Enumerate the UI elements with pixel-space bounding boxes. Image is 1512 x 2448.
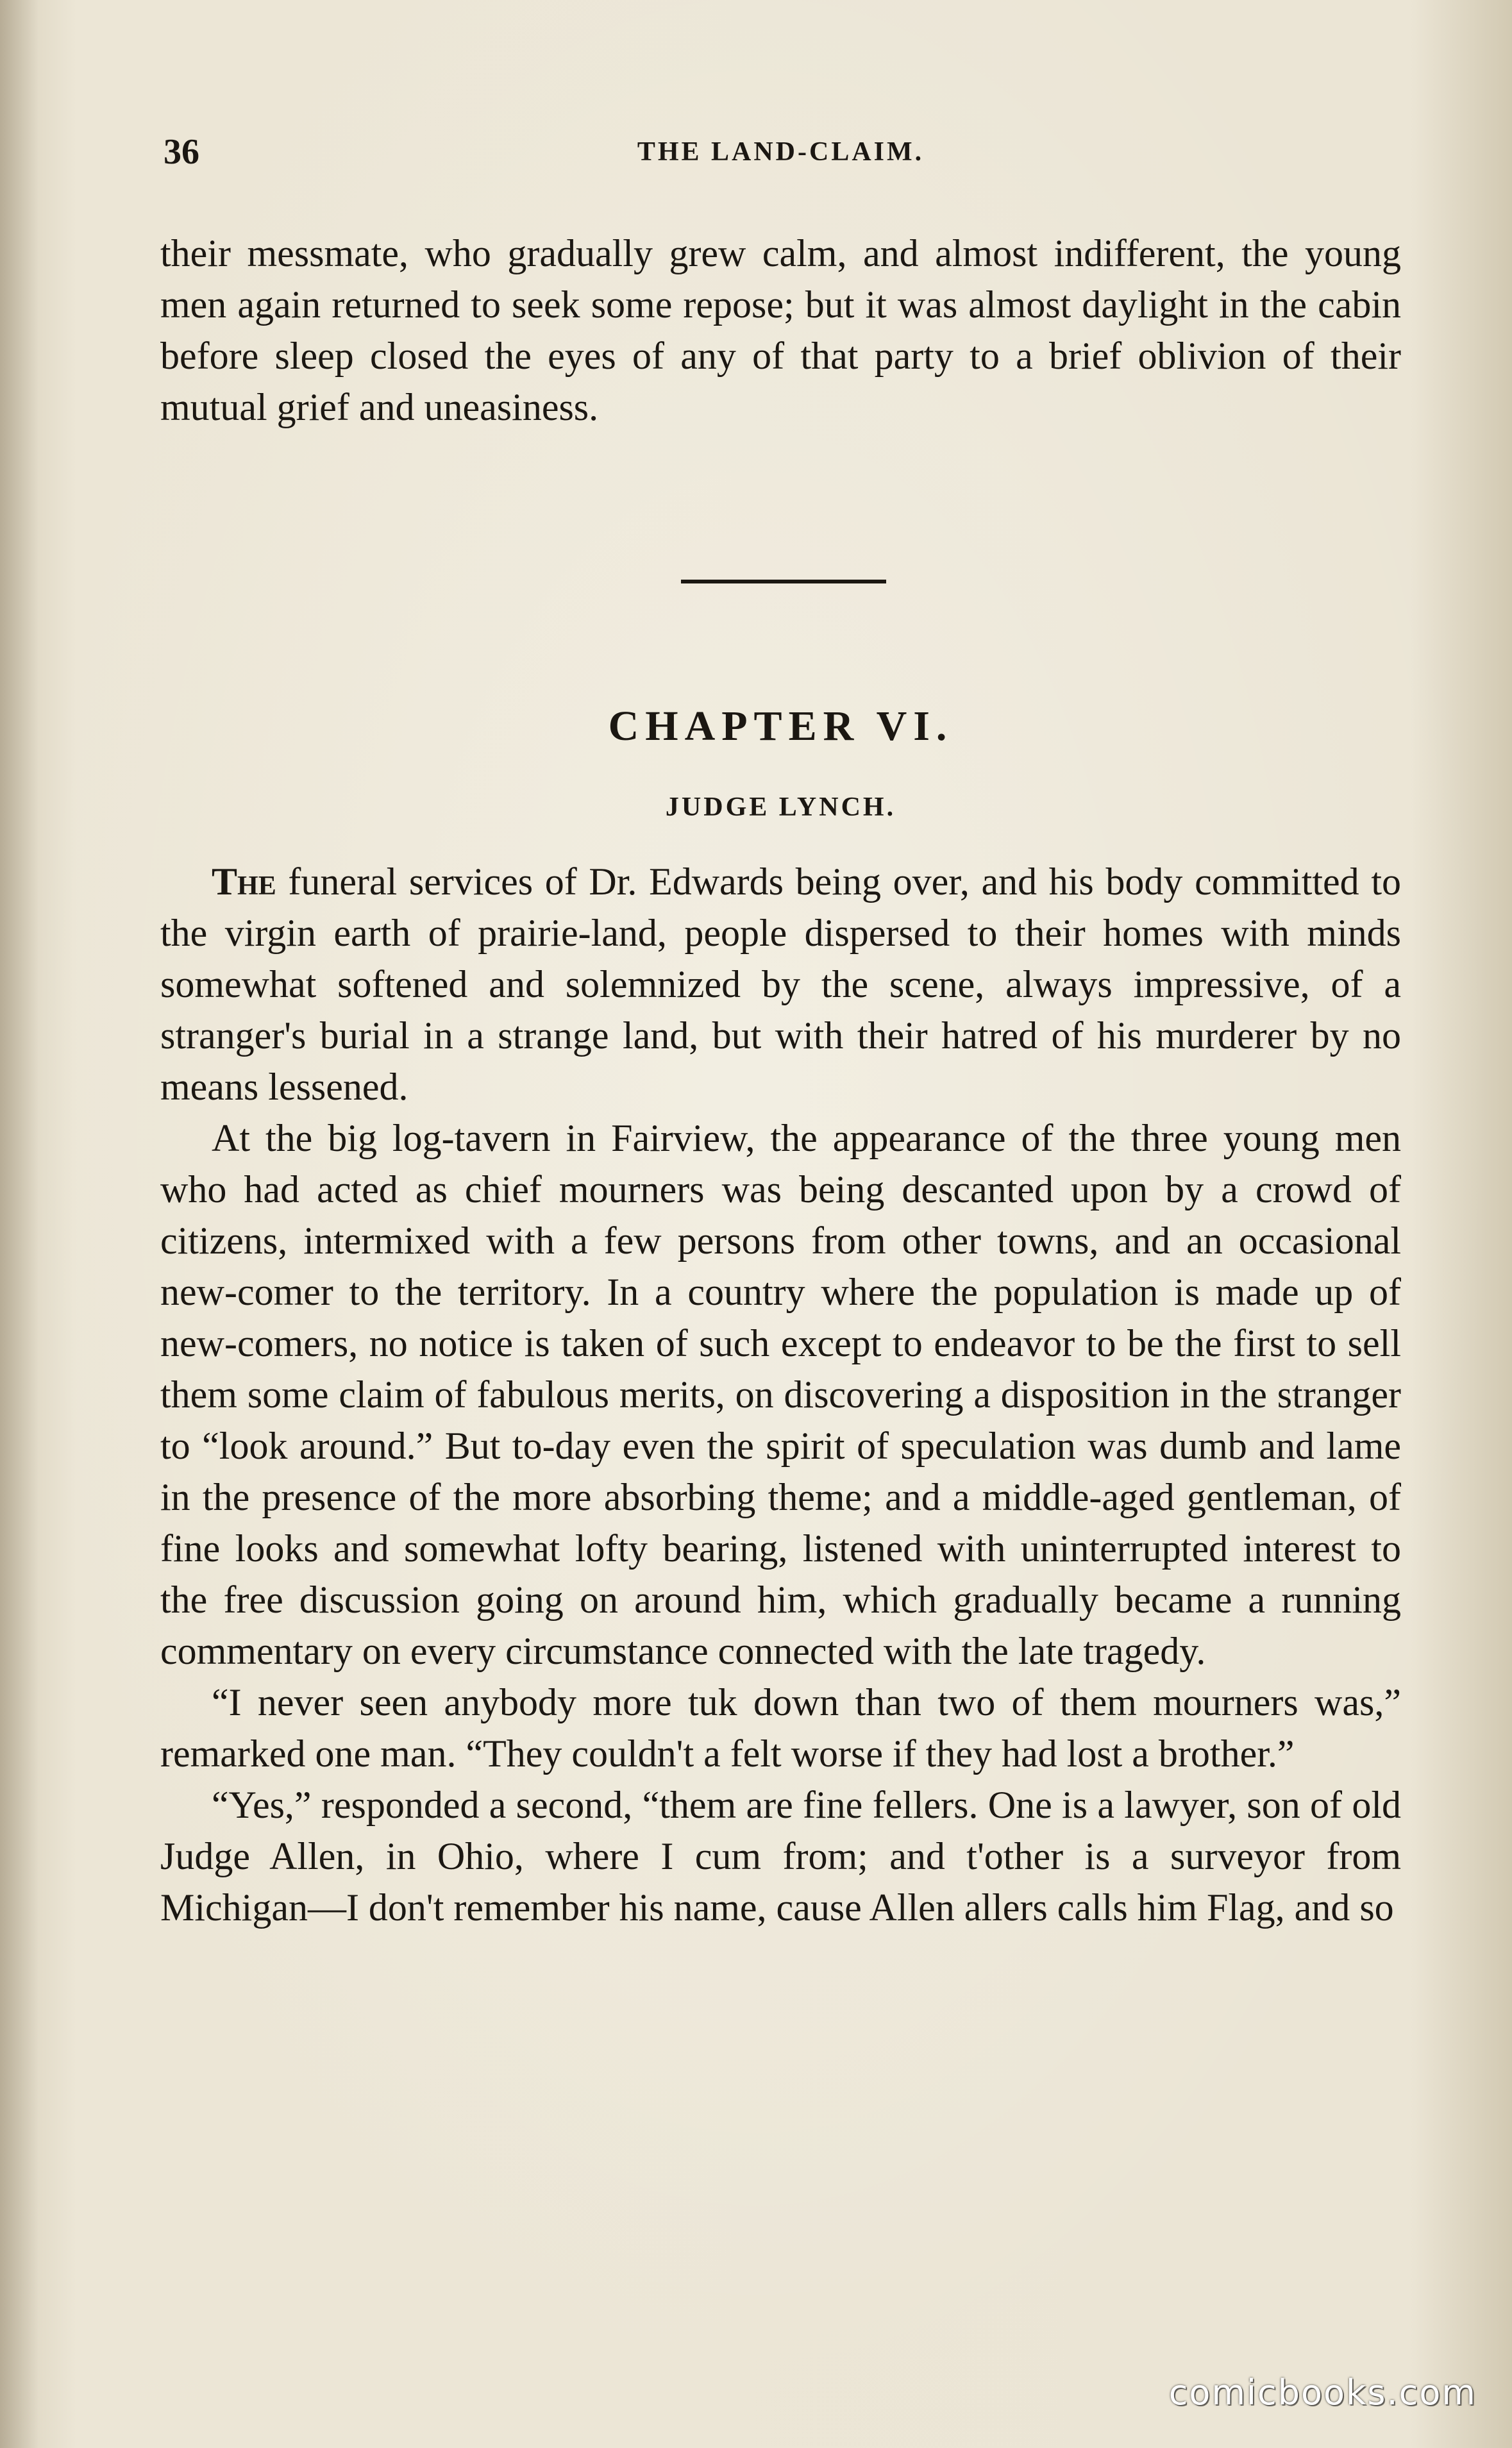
watermark: comicbooks.com [1168,2372,1477,2413]
paragraph-4: “Yes,” responded a second, “them are fine fellers. One is a lawyer, son of old Judge Allen, in Ohio, where I cum from; and t'other is a surveyor from Michigan—I don't remember his name, cause Allen allers calls him Flag, and so [160,1784,1401,1929]
chapter-body [160,856,1401,1933]
chapter-subtitle: JUDGE LYNCH. [665,792,896,822]
running-title: THE LAND-CLAIM. [637,137,925,167]
page-number: 36 [164,132,199,172]
paragraph-3: “I never seen anybody more tuk down than two of them mourners was,” remarked one man. “They couldn't a felt worse if they had lost a brother.” [160,1681,1401,1775]
continuation-paragraph: their messmate, who gradually grew calm, and almost indifferent, the young men again returned to seek some repose; but it was almost daylight in the cabin before sleep closed the eyes of any of that party to a brief oblivion of their mutual grief and uneasiness. [160,232,1401,428]
spine-shadow [0,0,38,2448]
chapter-title: CHAPTER VI. [608,703,953,750]
paragraph-1-text: funeral services of Dr. Edwards being over, and his body committed to the virgin earth of prairie-land, people dispersed to their homes with minds somewhat softened and solemnized by the scene, always impressive, of a stranger's burial in a strange land, but with their hatred of his murderer by no means lessened. [160,860,1401,1108]
continuation-text [160,228,1401,433]
section-divider-rule [681,580,886,583]
paragraph-2: At the big log-tavern in Fairview, the appearance of the three young men who had acted as chief mourners was being descanted upon by a crowd of citizens, intermixed with a few persons from other towns, and an occasional new-comer to the territory. In a country where the population is made up of new-comers, no notice is taken of such except to endeavor to be the first to sell them some claim of fabulous merits, on discovering a disposition in the stranger to “look around.” But to-day even the spirit of speculation was dumb and lame in the presence of the more absorbing theme; and a middle-aged gentleman, of fine looks and somewhat lofty bearing, listened with uninterrupted interest to the free discussion going on around him, which gradually became a running commentary on every circumstance connected with the late tragedy. [160,1117,1401,1672]
paragraph-1-lead: The [212,860,276,903]
paragraph-1 [160,856,1401,1112]
running-head [164,131,1398,176]
